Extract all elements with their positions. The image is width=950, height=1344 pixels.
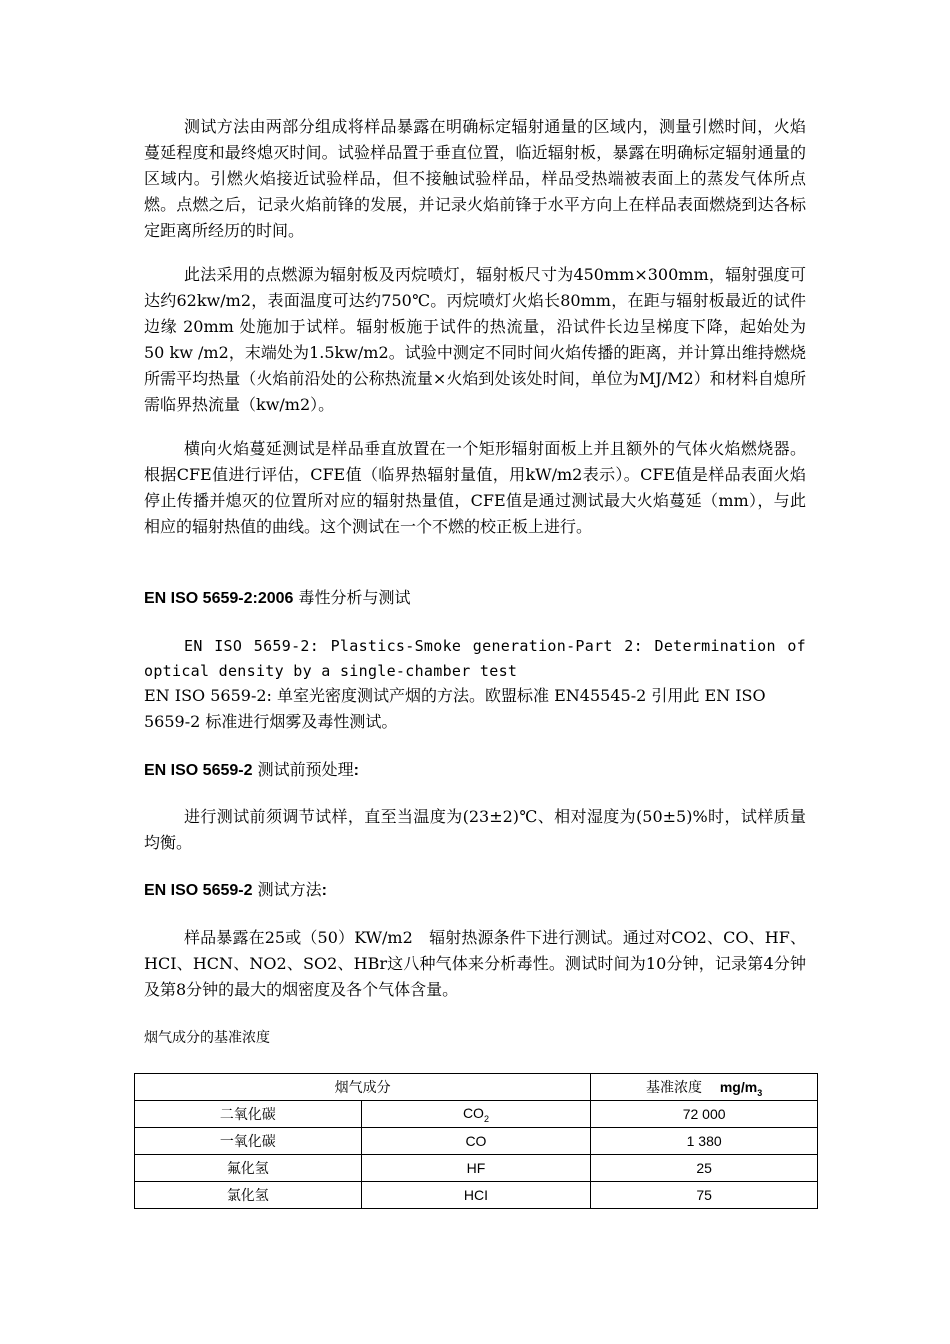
section-heading-preconditioning (144, 757, 359, 784)
header-reference-concentration (591, 1074, 818, 1101)
section-heading-toxicity (144, 585, 411, 612)
heading-colon: : (353, 762, 359, 779)
header-conc-label: 基准浓度 (646, 1079, 703, 1096)
formula-subscript: 2 (483, 1113, 489, 1124)
paragraph-ignition-source: 此法采用的点燃源为辐射板及丙烷喷灯，辐射板尺寸为450mm×300mm，辐射强度可达约62kw/m2，表面温度可达约750℃。丙烷喷灯火焰长80mm，在距与辐射板最近的试件边缘 20mm 处施加于试样。辐射板施于试件的热流量，沿试件长边呈梯度下降，起始处为 50 kw /m2，末端处为1.5kw/m2。试验中测定不同时间火焰传播的距离，并计算出维持燃烧所需平均热量（火焰前沿处的公称热流量×火焰到处该处时间，单位为MJ/M2）和材料自熄所需临界热流量（kw/m2）。 (144, 265, 806, 414)
table-row (135, 1101, 818, 1128)
formula-text: CO (462, 1104, 484, 1121)
header-unit (719, 1078, 763, 1098)
paragraph-test-method: 测试方法由两部分组成将样品暴露在明确标定辐射通量的区域内，测量引燃时间，火焰蔓延程度和最终熄灭时间。试验样品置于垂直位置，临近辐射板，暴露在明确标定辐射通量的区域内。引燃火焰接近试验样品，但不接触试验样品，样品受热端被表面上的蒸发气体所点燃。点燃之后，记录火焰前锋的发展，并记录火焰前锋于水平方向上在样品表面燃烧到达各标定距离所经历的时间。 (144, 117, 806, 240)
paragraph-preconditioning: 进行测试前须调节试样，直至当温度为(23±2)℃、相对湿度为(50±5)%时，试样质量均衡。 (144, 807, 806, 852)
cell-value: 72 000 (591, 1101, 818, 1128)
cell-formula: HF (361, 1155, 591, 1182)
cell-formula: HCI (361, 1182, 591, 1209)
paragraph-lateral-flame-spread: 横向火焰蔓延测试是样品垂直放置在一个矩形辐射面板上并且额外的气体火焰燃烧器。根据CFE值进行评估，CFE值（临界热辐射量值，用kW/m2表示）。CFE值是样品表面火焰停止传播并熄灭的位置所对应的辐射热量值，CFE值是通过测试最大火焰蔓延（mm），与此相应的辐射热值的曲线。这个测试在一个不燃的校正板上进行。 (144, 439, 806, 536)
table-row (135, 1155, 818, 1182)
table-header-row (135, 1074, 818, 1101)
reference-concentration-table (134, 1073, 818, 1209)
standard-chinese-description: EN ISO 5659-2: 单室光密度测试产烟的方法。欧盟标准 EN45545-2 引用此 EN ISO 5659-2 标准进行烟雾及毒性测试。 (144, 686, 766, 731)
paragraph-test-procedure: 样品暴露在25或（50）KW/m2 辐射热源条件下进行测试。通过对CO2、CO、HF、HCI、HCN、NO2、SO2、HBr这八种气体来分析毒性。测试时间为10分钟，记录第4分钟及第8分钟的最大的烟密度及各个气体含量。 (144, 928, 806, 999)
table-caption: 烟气成分的基准浓度 (144, 1030, 270, 1046)
cell-value: 25 (591, 1155, 818, 1182)
heading-standard: EN ISO 5659-2 (144, 882, 253, 899)
cell-gas-name: 氯化氢 (135, 1182, 362, 1209)
cell-gas-name: 一氧化碳 (135, 1128, 362, 1155)
heading-colon: : (321, 882, 327, 899)
unit-superscript: 3 (757, 1087, 763, 1098)
heading-standard: EN ISO 5659-2 (144, 762, 253, 779)
cell-formula: CO (361, 1128, 591, 1155)
table-row (135, 1182, 818, 1209)
cell-value: 75 (591, 1182, 818, 1209)
heading-standard: EN ISO 5659-2:2006 (144, 590, 294, 607)
section-heading-test-method (144, 877, 327, 904)
cell-gas-name: 氟化氢 (135, 1155, 362, 1182)
unit-text: mg/m (719, 1078, 758, 1095)
heading-title: 测试方法 (252, 880, 322, 899)
heading-title: 测试前预处理 (252, 760, 354, 779)
standard-english-title: EN ISO 5659-2: Plastics-Smoke generation-Part 2: Determination of optical density by a single-chamber test (144, 637, 806, 680)
heading-title: 毒性分析与测试 (293, 588, 411, 607)
header-smoke-component: 烟气成分 (135, 1074, 591, 1101)
cell-formula (361, 1101, 591, 1128)
cell-gas-name: 二氧化碳 (135, 1101, 362, 1128)
table-row (135, 1128, 818, 1155)
cell-value: 1 380 (591, 1128, 818, 1155)
